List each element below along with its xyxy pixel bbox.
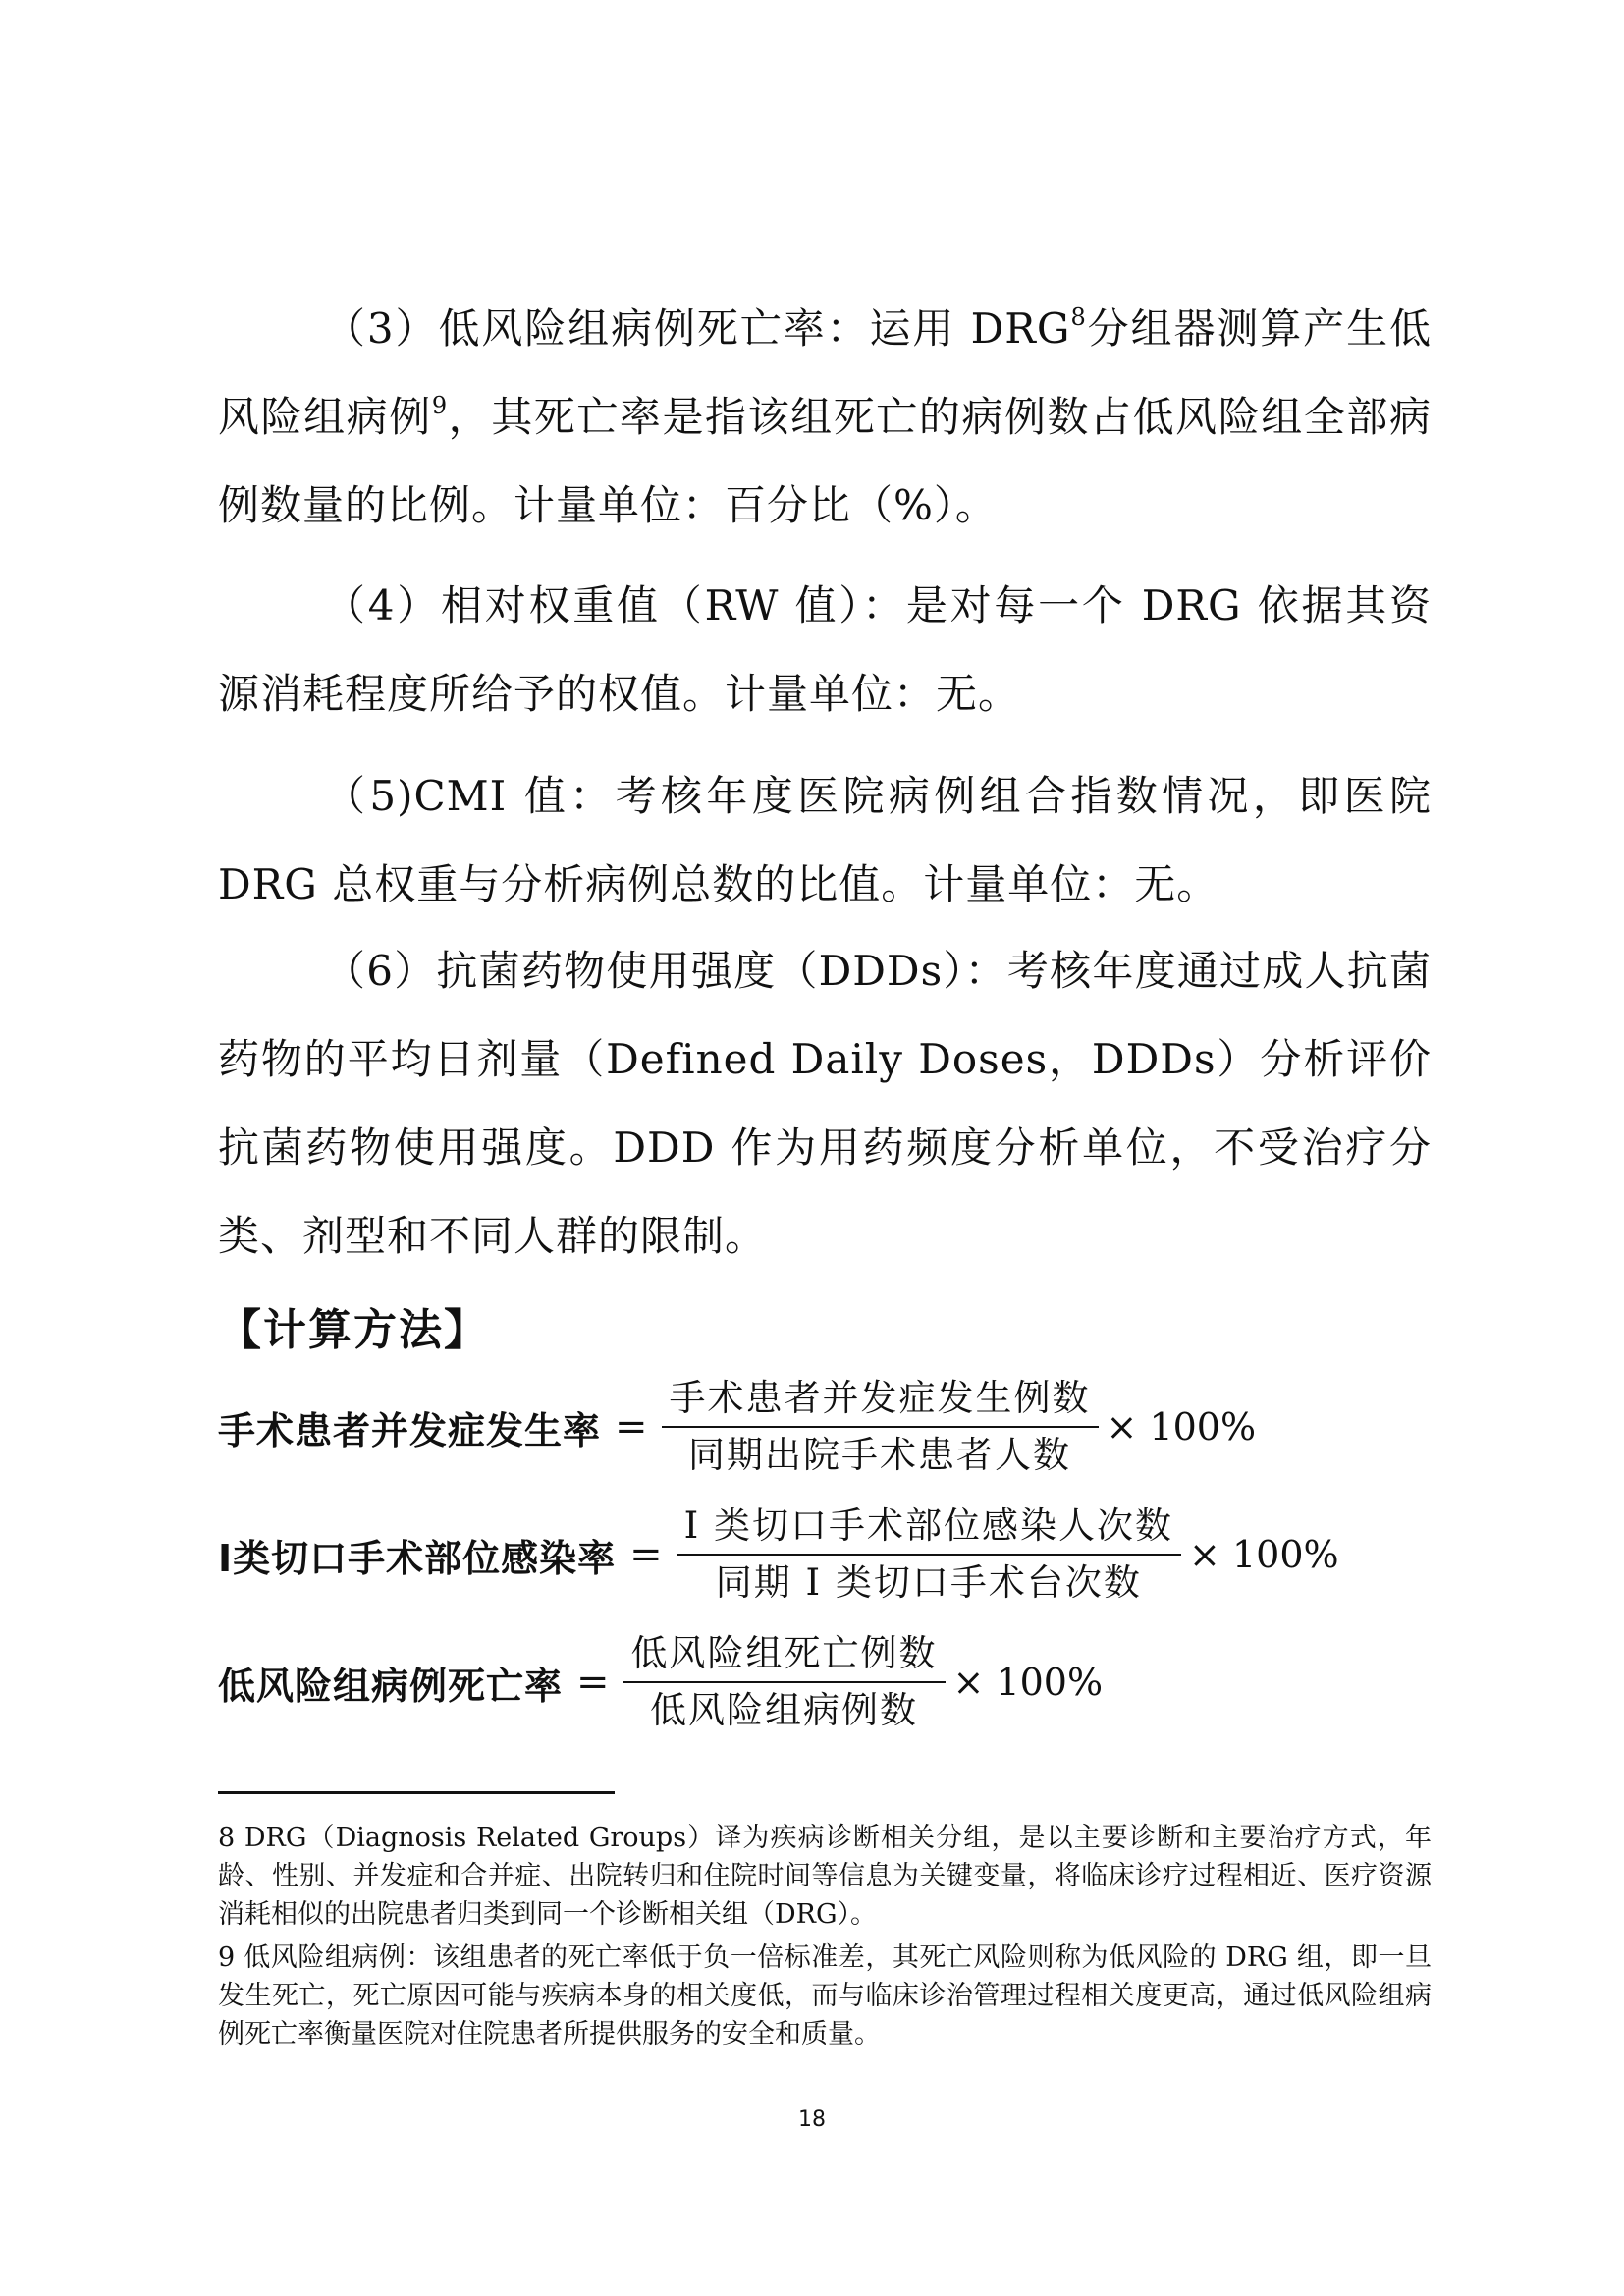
- footnote-ref-9: 9: [431, 392, 449, 419]
- paragraph-cmi-value: （5)CMI 值：考核年度医院病例组合指数情况，即医院 DRG 总权重与分析病例总数的比值。计量单位：无。: [218, 772, 1432, 908]
- numerator: 手术患者并发症发生例数: [669, 1377, 1091, 1419]
- formula-lhs: 手术患者并发症发生率: [218, 1408, 602, 1452]
- denominator: 低风险组病例数: [650, 1689, 919, 1731]
- formula-complication-rate: [218, 1371, 1256, 1483]
- formula-lhs: I类切口手术部位感染率: [218, 1536, 617, 1580]
- fraction: [662, 1371, 1099, 1483]
- multiplier: × 100%: [952, 1661, 1104, 1704]
- footnote-ref-8: 8: [1070, 303, 1087, 331]
- formula-incision-infection-rate: [218, 1499, 1339, 1611]
- numerator: 低风险组死亡例数: [630, 1632, 938, 1674]
- footnote-separator: [218, 1791, 615, 1794]
- equals-sign: =: [615, 1404, 648, 1449]
- formula-low-risk-mortality: [218, 1626, 1103, 1738]
- denominator: 同期 I 类切口手术台次数: [715, 1561, 1142, 1604]
- denominator: 同期出院手术患者人数: [688, 1434, 1072, 1476]
- fraction: [623, 1626, 946, 1738]
- paragraph-low-risk-mortality: （3）低风险组病例死亡率：运用 DRG$^8$分组器测算产生低风险组病例$^9$，其死亡率是指该组死亡的病例数占低风险组全部病例数量的比例。计量单位：百分比（%）。: [218, 303, 1432, 529]
- multiplier: × 100%: [1106, 1405, 1257, 1449]
- fraction: [677, 1499, 1181, 1611]
- section-heading: 【计算方法】: [218, 1305, 489, 1355]
- equals-sign: =: [629, 1532, 663, 1577]
- paragraph-ddds: （6）抗菌药物使用强度（DDDs）：考核年度通过成人抗菌药物的平均日剂量（Defined Daily Doses，DDDs）分析评价抗菌药物使用强度。DDD 作为用药频度分析单位，不受治疗分类、剂型和不同人群的限制。: [218, 947, 1432, 1260]
- numerator: I 类切口手术部位感染人次数: [683, 1504, 1174, 1547]
- formula-lhs: 低风险组病例死亡率: [218, 1664, 564, 1708]
- paragraph-rw-value: （4）相对权重值（RW 值）：是对每一个 DRG 依据其资源消耗程度所给予的权值。计量单位：无。: [218, 581, 1432, 718]
- multiplier: × 100%: [1189, 1533, 1339, 1576]
- equals-sign: =: [576, 1660, 610, 1705]
- footnote-8: 8 DRG（Diagnosis Related Groups）译为疾病诊断相关分组，是以主要诊断和主要治疗方式，年龄、性别、并发症和合并症、出院转归和住院时间等信息为关键变量，将临床诊疗过程相近、医疗资源消耗相似的出院患者归类到同一个诊断相关组（DRG）。: [218, 1823, 1432, 1930]
- footnote-9: 9 低风险组病例：该组患者的死亡率低于负一倍标准差，其死亡风险则称为低风险的 DRG 组，即一旦发生死亡，死亡原因可能与疾病本身的相关度低，而与临床诊治管理过程相关度更高，通过低风险组病例死亡率衡量医院对住院患者所提供服务的安全和质量。: [218, 1942, 1432, 2050]
- page-number: 18: [798, 2107, 826, 2132]
